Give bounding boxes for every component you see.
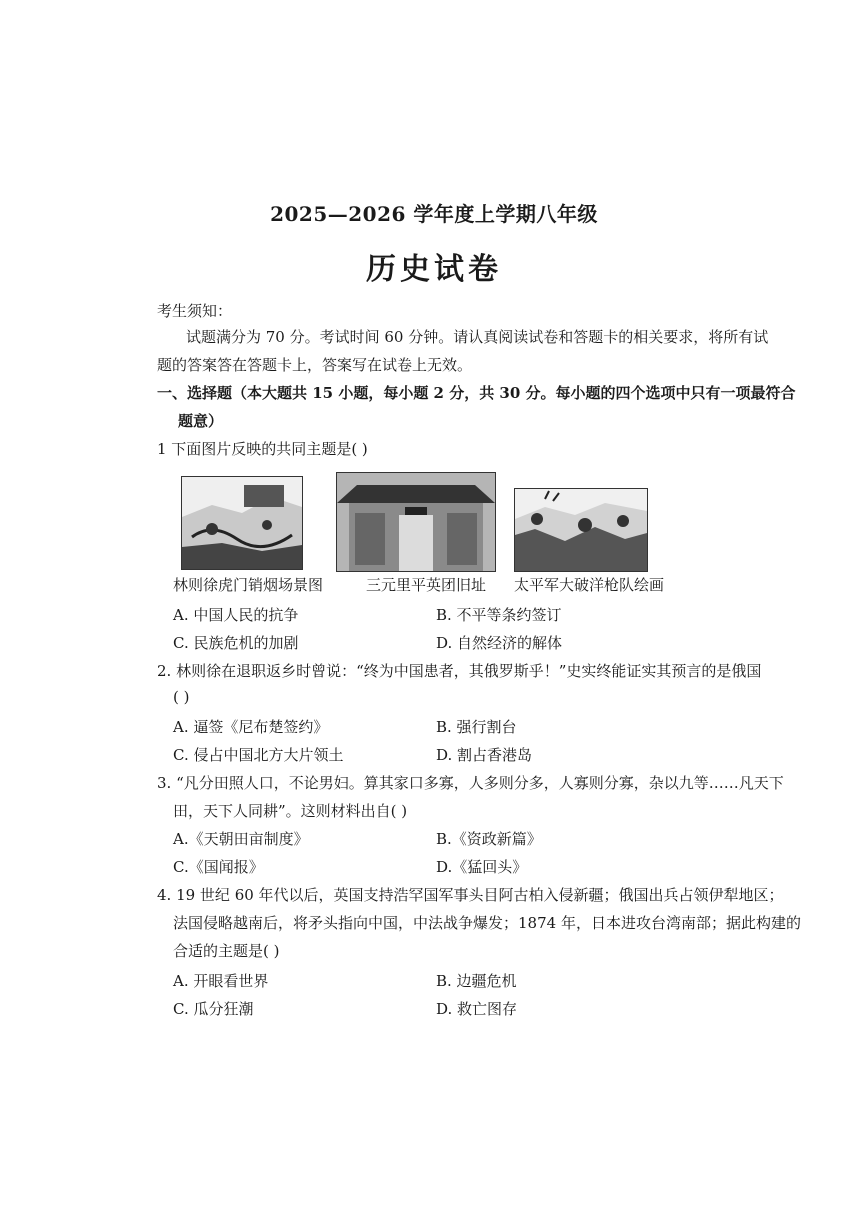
question-3-option-d: D.《猛回头》 [436,858,528,876]
question-1-stem: 1 下面图片反映的共同主题是( ) [157,440,368,458]
question-4-stem-line-3: 合适的主题是( ) [173,942,280,960]
question-4-option-a: A. 开眼看世界 [173,972,269,990]
question-2-option-b: B. 强行割台 [436,718,517,736]
image-caption-1: 林则徐虎门销烟场景图 [173,576,324,594]
question-2-option-d: D. 割占香港岛 [436,746,533,764]
exam-title: 历史试卷 [366,252,502,287]
question-3-stem-line-2: 田，天下人同耕”。这则材料出自( ) [173,802,408,820]
image-caption-3: 太平军大破洋枪队绘画 [514,576,665,594]
section-heading-line-1: 一、选择题（本大题共 15 小题，每小题 2 分，共 30 分。每小题的四个选项中只有一项最符合 [157,384,796,402]
temple-gate-photo-icon [336,472,496,572]
question-1-option-b: B. 不平等条约签订 [436,606,562,624]
question-1-option-c: C. 民族危机的加剧 [173,634,299,652]
question-3-stem-line-1: 3. “凡分田照人口，不论男妇。算其家口多寡，人多则分多，人寡则分寡，杂以九等……凡天下 [157,774,784,792]
notice-line-2: 题的答案答在答题卡上，答案写在试卷上无效。 [157,356,473,374]
notice-line-1: 试题满分为 70 分。考试时间 60 分钟。请认真阅读试卷和答题卡的相关要求，将所有试 [186,328,769,346]
question-1-option-a: A. 中国人民的抗争 [173,606,299,624]
image-caption-2: 三元里平英团旧址 [366,576,487,594]
question-4-option-b: B. 边疆危机 [436,972,517,990]
question-2-stem-line-2: ( ) [173,688,190,706]
exam-subtitle: 2025—2026 学年度上学期八年级 [270,202,598,226]
question-3-option-b: B.《资政新篇》 [436,830,542,848]
question-4-option-d: D. 救亡图存 [436,1000,518,1018]
question-3-option-a: A.《天朝田亩制度》 [173,830,309,848]
question-4-option-c: C. 瓜分狂潮 [173,1000,254,1018]
question-2-option-c: C. 侵占中国北方大片领土 [173,746,344,764]
question-3-option-c: C.《国闻报》 [173,858,264,876]
question-4-stem-line-1: 4. 19 世纪 60 年代以后，英国支持浩罕国军事头目阿古柏入侵新疆；俄国出兵占领伊犁地区； [157,886,784,904]
question-2-stem-line-1: 2. 林则徐在退职返乡时曾说：“终为中国患者，其俄罗斯乎！”史实终能证实其预言的是俄国 [157,662,762,680]
opium-burning-illustration-icon [181,476,303,570]
battle-painting-icon [514,488,648,572]
section-heading-line-2: 题意） [178,412,224,430]
question-4-stem-line-2: 法国侵略越南后，将矛头指向中国，中法战争爆发；1874 年，日本进攻台湾南部；据此构建的 [173,914,801,932]
notice-heading: 考生须知： [157,302,233,320]
question-2-option-a: A. 逼签《尼布楚签约》 [173,718,329,736]
question-1-option-d: D. 自然经济的解体 [436,634,563,652]
